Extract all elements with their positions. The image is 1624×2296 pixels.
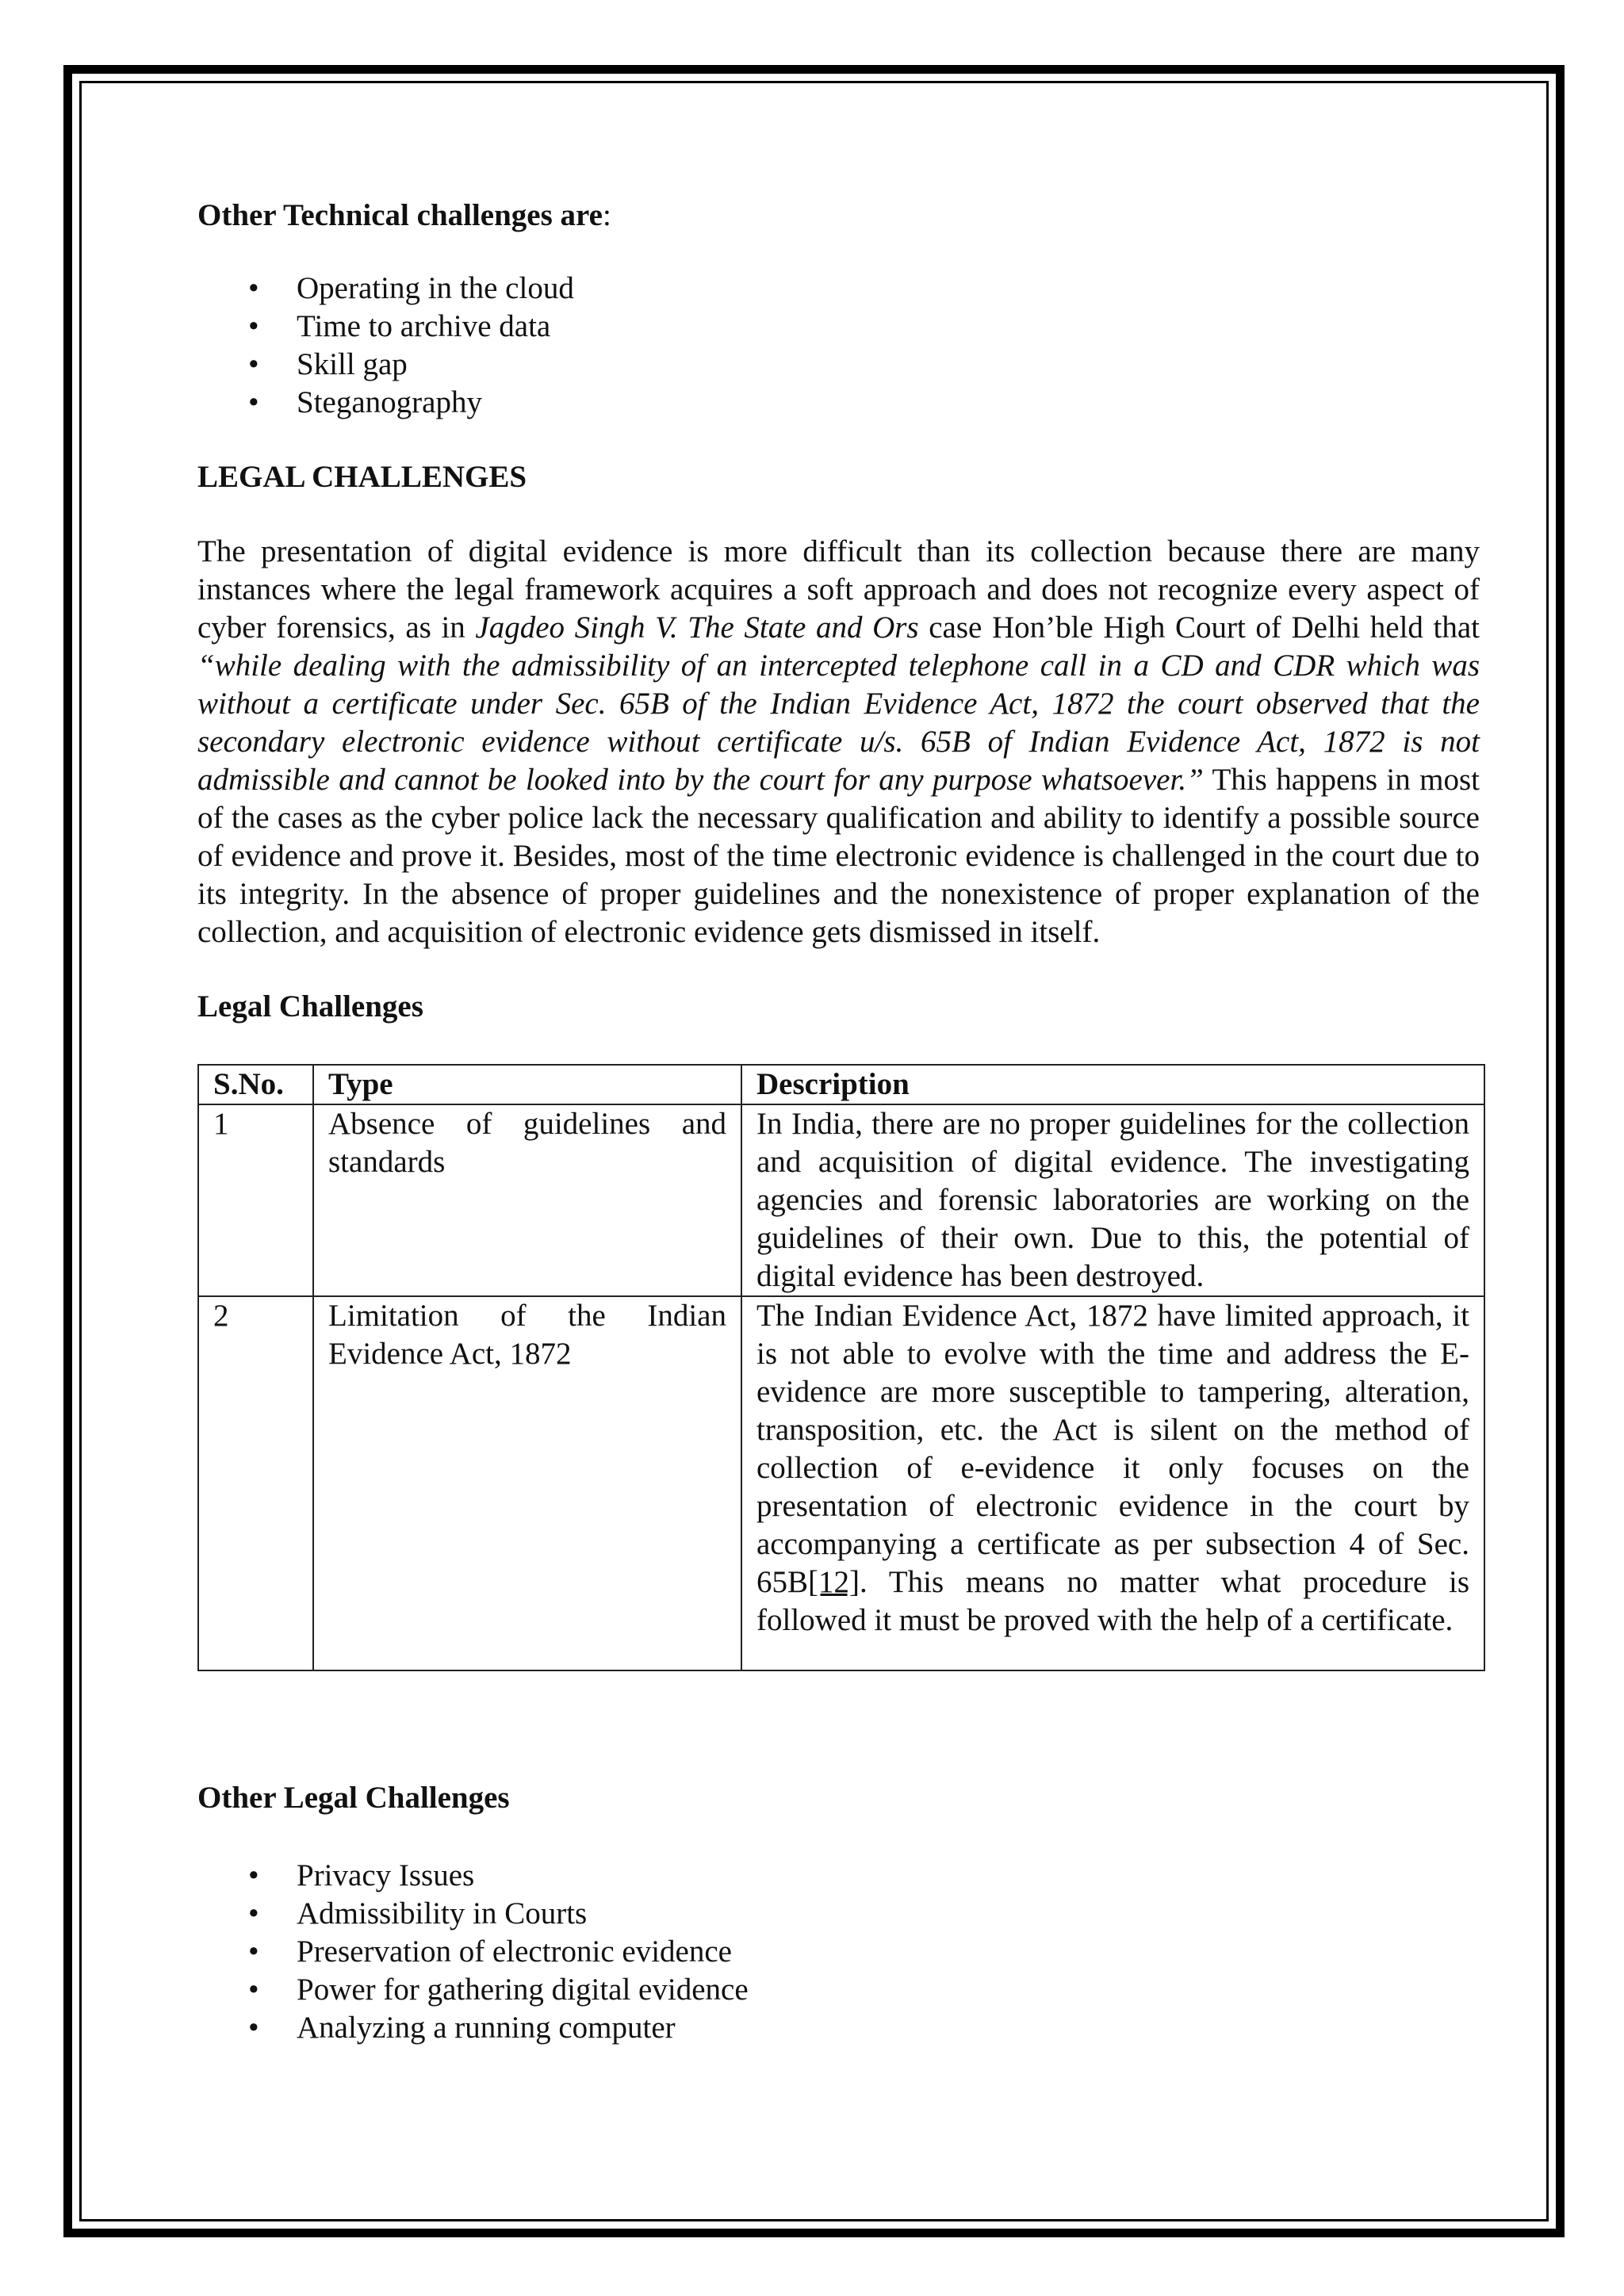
legal-challenges-table [197, 1064, 1485, 1671]
column-header-type: Type [313, 1065, 741, 1104]
column-header-sno: S.No. [198, 1065, 313, 1104]
technical-list [197, 270, 1480, 422]
bullet-icon: • [248, 309, 259, 343]
list-item: • Admissibility in Courts [197, 1895, 1480, 1933]
bullet-icon: • [248, 385, 259, 419]
list-item: • Preservation of electronic evidence [197, 1933, 1480, 1971]
table-caption: Legal Challenges [197, 989, 423, 1024]
list-item: • Steganography [197, 384, 1480, 422]
cell-type: Absence of guidelines and standards [313, 1104, 741, 1296]
reference-link[interactable]: [12] [808, 1565, 860, 1599]
bullet-icon: • [248, 1858, 259, 1892]
bullet-icon: • [248, 271, 259, 305]
list-item: • Privacy Issues [197, 1857, 1480, 1895]
bullet-icon: • [248, 347, 259, 381]
table-row [198, 1296, 1484, 1670]
bullet-icon: • [248, 2011, 259, 2045]
bullet-icon: • [248, 1973, 259, 2007]
list-item: • Time to archive data [197, 308, 1480, 346]
table-row [198, 1104, 1484, 1296]
other-legal-list [197, 1857, 1480, 2047]
column-header-description: Description [741, 1065, 1484, 1104]
case-name: Jagdeo Singh V. The State and Ors [475, 610, 919, 645]
document-content [197, 197, 1480, 2047]
list-item: • Operating in the cloud [197, 270, 1480, 308]
legal-challenges-paragraph: The presentation of digital evidence is more difficult than its collection because there are many instances where the legal framework acquires a soft approach and does not recognize every aspect of cyber forensics, as in Jagdeo Singh V. The State and Ors case Hon’ble High Court of Delhi held that “while dealing with the admissibility of an intercepted telephone call in a CD and CDR which was without a certificate under Sec. 65B of the Indian Evidence Act, 1872 the court observed that the secondary electronic evidence without certificate u/s. 65B of Indian Evidence Act, 1872 is not admissible and cannot be looked into by the court for any purpose whatsoever.” This happens in most of the cases as the cyber police lack the necessary qualification and ability to identify a possible source of evidence and prove it. Besides, most of the time electronic evidence is challenged in the court due to its integrity. In the absence of proper guidelines and the nonexistence of proper explanation of the collection, and acquisition of electronic evidence gets dismissed in itself. [197, 534, 1480, 949]
list-item: • Power for gathering digital evidence [197, 1971, 1480, 2009]
cell-description: The Indian Evidence Act, 1872 have limited approach, it is not able to evolve with the time and address the E-evidence are more susceptible to tampering, alteration, transposition, etc. the Act is silent on the method of collection of e-evidence it only focuses on the presentation of electronic evidence in the court by accompanying a certificate as per subsection 4 of Sec. 65B[12]. This means no matter what procedure is followed it must be proved with the help of a certificate. [741, 1296, 1484, 1670]
court-quote: “while dealing with the admissibility of an intercepted telephone call in a CD and CDR which was without a certificate under Sec. 65B of the Indian Evidence Act, 1872 the court observed that the secondary electronic evidence without certificate u/s. 65B of Indian Evidence Act, 1872 is not admissible and cannot be looked into by the court for any purpose whatsoever.” [197, 649, 1480, 797]
other-legal-heading: Other Legal Challenges [197, 1781, 510, 1815]
bullet-icon: • [248, 1934, 259, 1969]
bullet-icon: • [248, 1896, 259, 1931]
technical-heading: Other Technical challenges are: [197, 198, 611, 232]
list-item: • Skill gap [197, 346, 1480, 384]
list-item: • Analyzing a running computer [197, 2009, 1480, 2047]
cell-type: Limitation of the Indian Evidence Act, 1872 [313, 1296, 741, 1670]
cell-description: In India, there are no proper guidelines for the collection and acquisition of digital evidence. The investigating agencies and forensic laboratories are working on the guidelines of their own. Due to this, the potential of digital evidence has been destroyed. [741, 1104, 1484, 1296]
table-header-row [198, 1065, 1484, 1104]
cell-sno: 1 [198, 1104, 313, 1296]
cell-sno: 2 [198, 1296, 313, 1670]
legal-challenges-heading: LEGAL CHALLENGES [197, 460, 527, 494]
